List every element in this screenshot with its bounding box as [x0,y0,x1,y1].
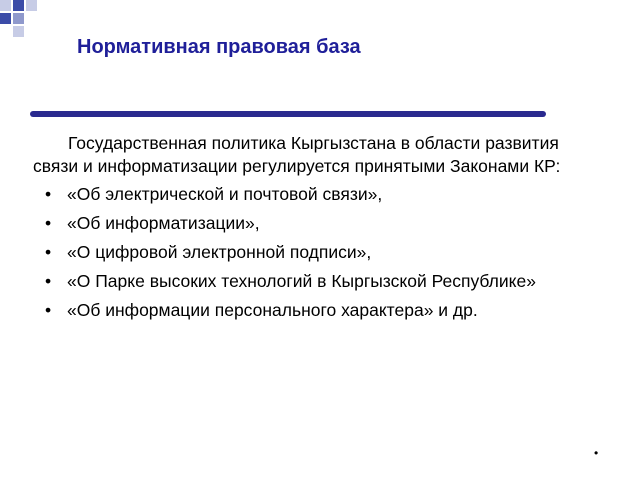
slide-number: • [594,446,599,460]
bullet-icon: • [45,184,52,204]
decoration-square [26,0,37,11]
slide-body [33,132,593,328]
list-item-text: «О Парке высоких технологий в Кыргызской Республике» [67,271,536,291]
decoration-square [0,0,11,11]
list-item-text: «Об информации персонального характера» и др. [67,300,478,320]
bullet-icon: • [45,213,52,233]
list-item [33,270,593,293]
list-item-text: «О цифровой электронной подписи», [67,242,372,262]
slide-title: Нормативная правовая база [77,36,361,58]
intro-paragraph: Государственная политика Кыргызстана в области развития связи и информатизации регулируется принятыми Законами КР: [33,133,561,176]
decoration-square [0,13,11,24]
decoration-square [13,0,24,11]
bullet-icon: • [45,271,52,291]
corner-decoration [0,0,60,40]
list-item [33,212,593,235]
title-divider [30,111,546,117]
list-item [33,183,593,206]
decoration-square [13,26,24,37]
list-item-text: «Об информатизации», [67,213,260,233]
list-item [33,241,593,264]
list-item [33,299,593,322]
law-list [33,183,593,322]
bullet-icon: • [45,242,52,262]
decoration-square [13,13,24,24]
bullet-icon: • [45,300,52,320]
list-item-text: «Об электрической и почтовой связи», [67,184,383,204]
